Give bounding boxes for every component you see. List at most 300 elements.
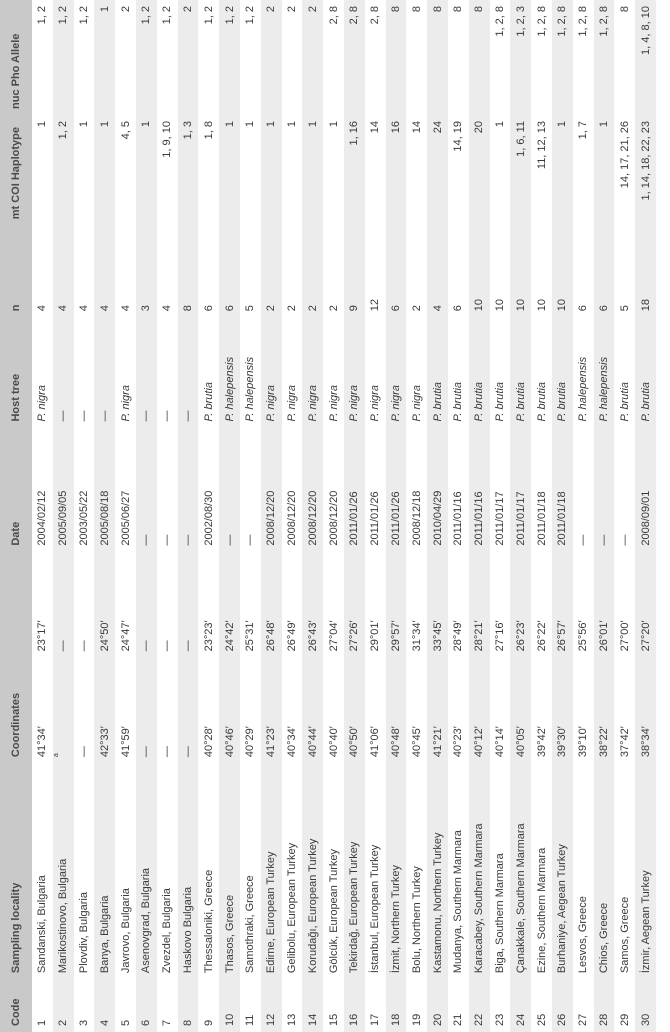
cell-latitude: — [136, 657, 157, 763]
cell-latitude: 38°22′ [594, 657, 615, 763]
cell-code: 23 [490, 979, 511, 1032]
cell-mt-haplotype: 1 [323, 115, 344, 225]
cell-n: 5 [240, 225, 261, 317]
cell-longitude: 26°49′ [282, 552, 303, 658]
cell-locality: Plovdiv, Bulgaria [74, 763, 95, 979]
cell-locality: Burhaniye, Aegean Turkey [552, 763, 573, 979]
cell-code: 11 [240, 979, 261, 1032]
cell-latitude: 40°44′ [302, 657, 323, 763]
cell-nuc-allele: 1 [94, 0, 115, 115]
cell-host-tree: P. nigra [282, 317, 303, 427]
cell-nuc-allele: 8 [614, 0, 635, 115]
cell-code: 1 [32, 979, 53, 1032]
table-row [552, 0, 573, 1032]
cell-date: 2011/01/17 [510, 428, 531, 552]
table-row [178, 0, 199, 1032]
cell-n: 2 [406, 225, 427, 317]
table-row [261, 0, 282, 1032]
table-row [198, 0, 219, 1032]
cell-code: 5 [115, 979, 136, 1032]
cell-code: 12 [261, 979, 282, 1032]
cell-code: 29 [614, 979, 635, 1032]
cell-n: 8 [178, 225, 199, 317]
cell-host-tree: — [74, 317, 95, 427]
cell-code: 9 [198, 979, 219, 1032]
cell-latitude: 40°23′ [448, 657, 469, 763]
cell-mt-haplotype: 14, 17, 21, 26 [614, 115, 635, 225]
cell-nuc-allele: 2 [178, 0, 199, 115]
cell-date: 2011/01/18 [552, 428, 573, 552]
cell-host-tree: P. halepensis [594, 317, 615, 427]
cell-locality: Tekirdağ, European Turkey [344, 763, 365, 979]
cell-nuc-allele: 2, 8 [323, 0, 344, 115]
cell-mt-haplotype: 1 [302, 115, 323, 225]
cell-code: 16 [344, 979, 365, 1032]
cell-code: 22 [469, 979, 490, 1032]
cell-latitude: 40°05′ [510, 657, 531, 763]
table-row [365, 0, 386, 1032]
cell-date: 2002/08/30 [198, 428, 219, 552]
table-header-row [0, 0, 32, 1032]
cell-date: 2011/01/26 [344, 428, 365, 552]
cell-latitude: 41°06′ [365, 657, 386, 763]
cell-longitude: 27°16′ [490, 552, 511, 658]
cell-locality: Thasos, Greece [219, 763, 240, 979]
header-nuc: nuc Pho Allele [0, 0, 32, 115]
cell-n: 10 [469, 225, 490, 317]
cell-n: 18 [635, 225, 656, 317]
cell-n: 2 [323, 225, 344, 317]
table-row [448, 0, 469, 1032]
cell-nuc-allele: 1, 2, 8 [531, 0, 552, 115]
cell-latitude: 41°23′ [261, 657, 282, 763]
table-row [614, 0, 635, 1032]
cell-nuc-allele: 1, 2 [219, 0, 240, 115]
cell-latitude: 41°21′ [427, 657, 448, 763]
cell-host-tree: P. halepensis [573, 317, 594, 427]
cell-date: — [573, 428, 594, 552]
cell-date: 2003/05/22 [74, 428, 95, 552]
cell-host-tree: P. brutia [198, 317, 219, 427]
cell-code: 14 [302, 979, 323, 1032]
cell-nuc-allele: 1, 2 [74, 0, 95, 115]
cell-mt-haplotype: 16 [386, 115, 407, 225]
cell-code: 21 [448, 979, 469, 1032]
cell-mt-haplotype: 14 [365, 115, 386, 225]
cell-latitude: — [157, 657, 178, 763]
cell-code: 6 [136, 979, 157, 1032]
header-n: n [0, 225, 32, 317]
cell-nuc-allele: 2 [261, 0, 282, 115]
table-row [406, 0, 427, 1032]
cell-latitude: 40°34′ [282, 657, 303, 763]
cell-locality: Zvezdel, Bulgaria [157, 763, 178, 979]
cell-longitude: 25°31′ [240, 552, 261, 658]
cell-locality: İzmir, Aegean Turkey [635, 763, 656, 979]
cell-mt-haplotype: 1 [240, 115, 261, 225]
cell-date: 2011/01/26 [386, 428, 407, 552]
cell-code: 28 [594, 979, 615, 1032]
cell-latitude: 40°40′ [323, 657, 344, 763]
table-row [240, 0, 261, 1032]
cell-longitude: 29°01′ [365, 552, 386, 658]
cell-code: 20 [427, 979, 448, 1032]
cell-date: 2008/12/20 [323, 428, 344, 552]
cell-locality: Asenovgrad, Bulgaria [136, 763, 157, 979]
cell-locality: Korudağı, European Turkey [302, 763, 323, 979]
cell-mt-haplotype: 1 [94, 115, 115, 225]
header-code: Code [0, 979, 32, 1032]
cell-longitude: — [74, 552, 95, 658]
cell-n: 4 [427, 225, 448, 317]
header-date: Date [0, 428, 32, 552]
cell-longitude: 23°23′ [198, 552, 219, 658]
cell-date: — [240, 428, 261, 552]
cell-longitude: — [157, 552, 178, 658]
cell-host-tree: P. nigra [302, 317, 323, 427]
cell-n: 4 [53, 225, 74, 317]
cell-n: 10 [552, 225, 573, 317]
cell-n: 12 [365, 225, 386, 317]
cell-locality: Banya, Bulgaria [94, 763, 115, 979]
cell-locality: Samos, Greece [614, 763, 635, 979]
cell-date: 2011/01/17 [490, 428, 511, 552]
table-row [594, 0, 615, 1032]
cell-nuc-allele: 1, 2 [136, 0, 157, 115]
cell-host-tree: — [53, 317, 74, 427]
cell-n: 10 [510, 225, 531, 317]
cell-mt-haplotype: 4, 5 [115, 115, 136, 225]
cell-locality: Gelibolu, European Turkey [282, 763, 303, 979]
cell-longitude: 24°50′ [94, 552, 115, 658]
cell-locality: Edirne, European Turkey [261, 763, 282, 979]
table-row [157, 0, 178, 1032]
cell-n: 6 [573, 225, 594, 317]
cell-n: 9 [344, 225, 365, 317]
cell-locality: Ezine, Southern Marmara [531, 763, 552, 979]
table-row [53, 0, 74, 1032]
cell-host-tree: P. nigra [406, 317, 427, 427]
cell-mt-haplotype: 24 [427, 115, 448, 225]
cell-mt-haplotype: 1, 2 [53, 115, 74, 225]
cell-code: 18 [386, 979, 407, 1032]
cell-code: 15 [323, 979, 344, 1032]
cell-longitude: 24°42′ [219, 552, 240, 658]
cell-nuc-allele: 1, 2, 8 [552, 0, 573, 115]
table-row [115, 0, 136, 1032]
table-row [531, 0, 552, 1032]
cell-locality: Mudanya, Southern Marmara [448, 763, 469, 979]
cell-nuc-allele: 2 [115, 0, 136, 115]
cell-nuc-allele: 1, 2, 8 [573, 0, 594, 115]
cell-locality: Lesvos, Greece [573, 763, 594, 979]
cell-date: 2011/01/18 [531, 428, 552, 552]
cell-host-tree: P. brutia [614, 317, 635, 427]
table-row [573, 0, 594, 1032]
cell-locality: Thessaloniki, Greece [198, 763, 219, 979]
cell-longitude: 26°01′ [594, 552, 615, 658]
cell-date: 2008/12/18 [406, 428, 427, 552]
table-row [323, 0, 344, 1032]
cell-n: 4 [94, 225, 115, 317]
cell-nuc-allele: 8 [406, 0, 427, 115]
cell-mt-haplotype: 1, 3 [178, 115, 199, 225]
cell-mt-haplotype: 1 [32, 115, 53, 225]
cell-mt-haplotype: 1 [594, 115, 615, 225]
cell-date: 2010/04/29 [427, 428, 448, 552]
cell-n: 6 [198, 225, 219, 317]
cell-nuc-allele: 2 [302, 0, 323, 115]
cell-longitude: 27°04′ [323, 552, 344, 658]
cell-latitude: 41°34′ [32, 657, 53, 763]
cell-latitude: 40°50′ [344, 657, 365, 763]
cell-date: 2008/09/01 [635, 428, 656, 552]
cell-locality: Haskovo Bulgaria [178, 763, 199, 979]
cell-nuc-allele: 8 [386, 0, 407, 115]
cell-mt-haplotype: 14, 19 [448, 115, 469, 225]
cell-n: 2 [302, 225, 323, 317]
cell-host-tree: P. brutia [510, 317, 531, 427]
cell-locality: Gölcük, European Turkey [323, 763, 344, 979]
cell-n: 6 [219, 225, 240, 317]
cell-nuc-allele: 2 [282, 0, 303, 115]
cell-longitude: 26°43′ [302, 552, 323, 658]
cell-host-tree: P. nigra [365, 317, 386, 427]
cell-nuc-allele: 1, 2, 8 [490, 0, 511, 115]
cell-longitude: 26°23′ [510, 552, 531, 658]
table-row [635, 0, 656, 1032]
cell-code: 25 [531, 979, 552, 1032]
cell-mt-haplotype: 1 [490, 115, 511, 225]
cell-code: 2 [53, 979, 74, 1032]
cell-host-tree: P. nigra [32, 317, 53, 427]
cell-longitude: 26°22′ [531, 552, 552, 658]
cell-longitude: — [53, 552, 74, 658]
cell-code: 4 [94, 979, 115, 1032]
cell-latitude: 40°46′ [219, 657, 240, 763]
cell-longitude: 29°57′ [386, 552, 407, 658]
cell-n: 5 [614, 225, 635, 317]
cell-mt-haplotype: 1 [552, 115, 573, 225]
cell-longitude: 33°45′ [427, 552, 448, 658]
table-row [136, 0, 157, 1032]
cell-locality: Samothraki, Greece [240, 763, 261, 979]
cell-mt-haplotype: 1, 16 [344, 115, 365, 225]
cell-mt-haplotype: 1 [282, 115, 303, 225]
cell-code: 13 [282, 979, 303, 1032]
cell-host-tree: P. brutia [490, 317, 511, 427]
cell-nuc-allele: 1, 2, 3 [510, 0, 531, 115]
cell-mt-haplotype: 1, 8 [198, 115, 219, 225]
header-mt: mt COI Haplotype [0, 115, 32, 225]
cell-mt-haplotype: 1 [136, 115, 157, 225]
cell-date: 2011/01/16 [448, 428, 469, 552]
cell-latitude: 39°10′ [573, 657, 594, 763]
cell-nuc-allele: 1, 2 [32, 0, 53, 115]
cell-nuc-allele: 2, 8 [344, 0, 365, 115]
cell-locality: Javrovo, Bulgaria [115, 763, 136, 979]
cell-code: 17 [365, 979, 386, 1032]
cell-code: 7 [157, 979, 178, 1032]
cell-code: 19 [406, 979, 427, 1032]
cell-host-tree: P. brutia [469, 317, 490, 427]
cell-locality: Biga, Southern Marmara [490, 763, 511, 979]
table-row [282, 0, 303, 1032]
cell-date: 2008/12/20 [282, 428, 303, 552]
cell-longitude: 27°00′ [614, 552, 635, 658]
cell-code: 8 [178, 979, 199, 1032]
cell-longitude: — [136, 552, 157, 658]
cell-n: 10 [490, 225, 511, 317]
cell-locality: Chios, Greece [594, 763, 615, 979]
cell-host-tree: P. halepensis [219, 317, 240, 427]
cell-date: 2011/01/16 [469, 428, 490, 552]
cell-mt-haplotype: 1 [74, 115, 95, 225]
table-row [32, 0, 53, 1032]
cell-code: 27 [573, 979, 594, 1032]
header-locality: Sampling locality [0, 763, 32, 979]
cell-host-tree: P. brutia [531, 317, 552, 427]
cell-locality: Marikostinovo, Bulgaria [53, 763, 74, 979]
cell-host-tree: P. nigra [386, 317, 407, 427]
cell-nuc-allele: 8 [427, 0, 448, 115]
header-host: Host tree [0, 317, 32, 427]
table-row [490, 0, 511, 1032]
cell-locality: Bolu, Northern Turkey [406, 763, 427, 979]
cell-n: 4 [115, 225, 136, 317]
cell-date: — [614, 428, 635, 552]
cell-n: 4 [32, 225, 53, 317]
cell-date: 2011/01/26 [365, 428, 386, 552]
cell-latitude: 39°30′ [552, 657, 573, 763]
cell-date: — [157, 428, 178, 552]
cell-latitude: 42°33′ [94, 657, 115, 763]
cell-host-tree: P. brutia [552, 317, 573, 427]
cell-nuc-allele: 1, 4, 8, 10 [635, 0, 656, 115]
table-row [469, 0, 490, 1032]
cell-nuc-allele: 1, 2 [198, 0, 219, 115]
cell-host-tree: — [178, 317, 199, 427]
cell-longitude: 23°17′ [32, 552, 53, 658]
cell-longitude: 27°26′ [344, 552, 365, 658]
cell-n: 6 [594, 225, 615, 317]
cell-host-tree: P. nigra [115, 317, 136, 427]
cell-latitude: 40°29′ [240, 657, 261, 763]
cell-latitude: 40°28′ [198, 657, 219, 763]
cell-mt-haplotype: 14 [406, 115, 427, 225]
header-coordinates: Coordinates [0, 552, 32, 763]
cell-latitude: a [53, 657, 74, 763]
cell-code: 3 [74, 979, 95, 1032]
cell-longitude: 26°48′ [261, 552, 282, 658]
cell-date: — [178, 428, 199, 552]
cell-nuc-allele: 1, 2 [157, 0, 178, 115]
cell-nuc-allele: 8 [448, 0, 469, 115]
cell-latitude: 40°48′ [386, 657, 407, 763]
cell-latitude: — [178, 657, 199, 763]
cell-n: 6 [448, 225, 469, 317]
cell-host-tree: P. brutia [635, 317, 656, 427]
cell-n: 4 [157, 225, 178, 317]
cell-date: — [219, 428, 240, 552]
cell-host-tree: — [157, 317, 178, 427]
cell-host-tree: P. halepensis [240, 317, 261, 427]
cell-date: — [594, 428, 615, 552]
cell-code: 26 [552, 979, 573, 1032]
cell-host-tree: P. nigra [344, 317, 365, 427]
cell-date: 2008/12/20 [261, 428, 282, 552]
cell-locality: Kastamonu, Northern Turkey [427, 763, 448, 979]
table-row [74, 0, 95, 1032]
table-row [344, 0, 365, 1032]
cell-locality: Çanakkale, Southern Marmara [510, 763, 531, 979]
cell-code: 30 [635, 979, 656, 1032]
cell-date: 2004/02/12 [32, 428, 53, 552]
cell-longitude: 26°57′ [552, 552, 573, 658]
cell-date: 2005/09/05 [53, 428, 74, 552]
cell-locality: İzmit, Northern Turkey [386, 763, 407, 979]
cell-mt-haplotype: 1, 9, 10 [157, 115, 178, 225]
cell-nuc-allele: 1, 2, 8 [594, 0, 615, 115]
cell-longitude: 28°49′ [448, 552, 469, 658]
table-row [219, 0, 240, 1032]
cell-latitude: 40°14′ [490, 657, 511, 763]
cell-locality: İstanbul, European Turkey [365, 763, 386, 979]
cell-mt-haplotype: 20 [469, 115, 490, 225]
cell-nuc-allele: 8 [469, 0, 490, 115]
cell-longitude: — [178, 552, 199, 658]
cell-latitude: 40°12′ [469, 657, 490, 763]
cell-n: 10 [531, 225, 552, 317]
table-row [427, 0, 448, 1032]
table-body [32, 0, 656, 1032]
cell-host-tree: P. brutia [448, 317, 469, 427]
cell-latitude: 41°59′ [115, 657, 136, 763]
cell-locality: Sandanski, Bulgaria [32, 763, 53, 979]
cell-n: 2 [282, 225, 303, 317]
cell-date: 2005/06/27 [115, 428, 136, 552]
cell-mt-haplotype: 1, 6, 11 [510, 115, 531, 225]
table-row [510, 0, 531, 1032]
table-row [302, 0, 323, 1032]
cell-n: 2 [261, 225, 282, 317]
cell-nuc-allele: 1, 2 [53, 0, 74, 115]
cell-latitude: — [74, 657, 95, 763]
cell-mt-haplotype: 1, 14, 18, 22, 23 [635, 115, 656, 225]
cell-host-tree: P. nigra [323, 317, 344, 427]
cell-longitude: 24°47′ [115, 552, 136, 658]
cell-longitude: 28°21′ [469, 552, 490, 658]
cell-date: — [136, 428, 157, 552]
cell-n: 3 [136, 225, 157, 317]
cell-host-tree: — [136, 317, 157, 427]
cell-n: 6 [386, 225, 407, 317]
cell-locality: Karacabey, Southern Marmara [469, 763, 490, 979]
cell-latitude: 40°45′ [406, 657, 427, 763]
cell-code: 10 [219, 979, 240, 1032]
cell-longitude: 31°34′ [406, 552, 427, 658]
cell-latitude: 38°34′ [635, 657, 656, 763]
table-row [94, 0, 115, 1032]
cell-longitude: 25°56′ [573, 552, 594, 658]
cell-mt-haplotype: 1 [219, 115, 240, 225]
cell-latitude: 39°42′ [531, 657, 552, 763]
cell-latitude: 37°42′ [614, 657, 635, 763]
cell-host-tree: — [94, 317, 115, 427]
cell-n: 4 [74, 225, 95, 317]
cell-host-tree: P. brutia [427, 317, 448, 427]
cell-code: 24 [510, 979, 531, 1032]
